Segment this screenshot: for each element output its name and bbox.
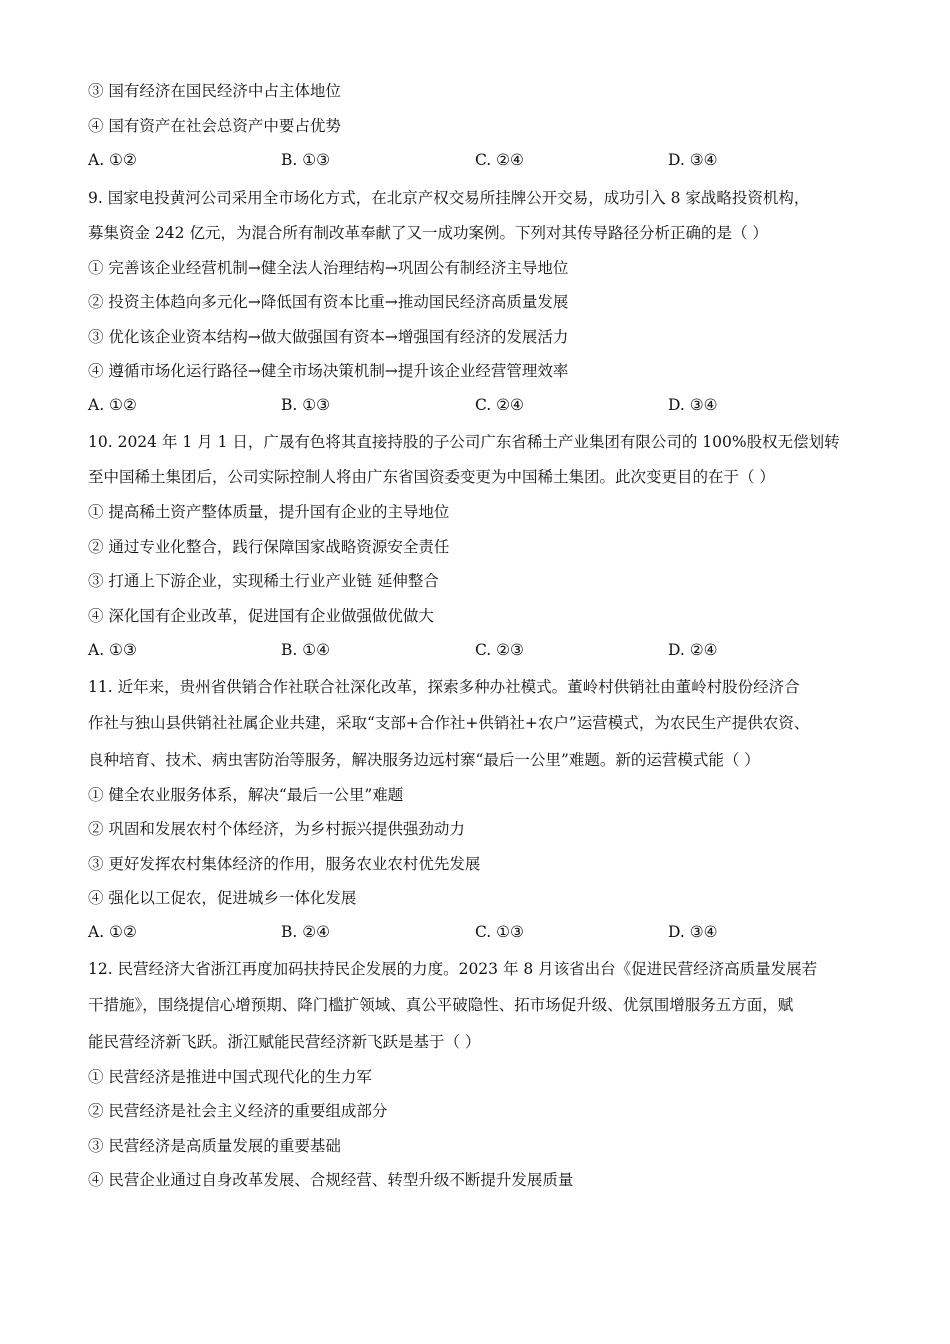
q8-option-c: C. ②④	[475, 151, 524, 169]
q12-stem-line-2: 干措施》，围绕提信心增预期、降门槛扩领域、真公平破隐性、拓市场促升级、优氛围增服务五方面，赋	[88, 996, 794, 1014]
q9-option-b: B. ①③	[281, 396, 331, 414]
q9-statement-1: ① 完善该企业经营机制→健全法人治理结构→巩固公有制经济主导地位	[88, 259, 569, 277]
q10-option-d: D. ②④	[668, 641, 718, 659]
q8-option-b: B. ①③	[281, 151, 331, 169]
q11-options	[88, 922, 868, 942]
q10-option-b: B. ①④	[281, 641, 331, 659]
q11-stem-line-3: 良种培育、技术、病虫害防治等服务，解决服务边远村寨“最后一公里”难题。新的运营模式能（ ）	[88, 751, 760, 769]
q9-options	[88, 395, 868, 415]
q10-option-a: A. ①③	[88, 641, 137, 659]
q12-statement-2: ② 民营经济是社会主义经济的重要组成部分	[88, 1102, 388, 1120]
q10-statement-2: ② 通过专业化整合，践行保障国家战略资源安全责任	[88, 538, 450, 556]
q11-option-a: A. ①②	[88, 923, 137, 941]
q11-stem-line-1: 11. 近年来，贵州省供销合作社联合社深化改革，探索多种办社模式。董岭村供销社由董岭村股份经济合	[88, 678, 800, 696]
q12-statement-4: ④ 民营企业通过自身改革发展、合规经营、转型升级不断提升发展质量	[88, 1171, 574, 1189]
q8-option-d: D. ③④	[668, 151, 718, 169]
q11-option-d: D. ③④	[668, 923, 718, 941]
q8-option-a: A. ①②	[88, 151, 137, 169]
q12-statement-3: ③ 民营经济是高质量发展的重要基础	[88, 1137, 341, 1155]
q11-statement-2: ② 巩固和发展农村个体经济，为乡村振兴提供强劲动力	[88, 820, 465, 838]
q11-option-c: C. ①③	[475, 923, 524, 941]
q11-statement-4: ④ 强化以工促农，促进城乡一体化发展	[88, 889, 357, 907]
q8-options	[88, 150, 868, 170]
q10-statement-4: ④ 深化国有企业改革，促进国有企业做强做优做大	[88, 607, 434, 625]
q9-statement-4: ④ 遵循市场化运行路径→健全市场决策机制→提升该企业经营管理效率	[88, 362, 569, 380]
q10-stem-line-2: 至中国稀土集团后，公司实际控制人将由广东省国资委变更为中国稀土集团。此次变更目的在于（ ）	[88, 468, 775, 486]
q10-statement-3: ③ 打通上下游企业，实现稀土行业产业链 延伸整合	[88, 572, 439, 590]
q10-option-c: C. ②③	[475, 641, 524, 659]
q10-stem-line-1: 10. 2024 年 1 月 1 日，广晟有色将其直接持股的子公司广东省稀土产业集团有限公司的 100%股权无偿划转	[88, 433, 840, 451]
q11-statement-3: ③ 更好发挥农村集体经济的作用，服务农业农村优先发展	[88, 855, 481, 873]
q11-statement-1: ① 健全农业服务体系，解决“最后一公里”难题	[88, 786, 404, 804]
q12-statement-1: ① 民营经济是推进中国式现代化的生力军	[88, 1068, 372, 1086]
q12-stem-line-1: 12. 民营经济大省浙江再度加码扶持民企发展的力度。2023 年 8 月该省出台《促进民营经济高质量发展若	[88, 960, 818, 978]
q9-option-c: C. ②④	[475, 396, 524, 414]
q8-statement-4: ④ 国有资产在社会总资产中要占优势	[88, 117, 341, 135]
q12-stem-line-3: 能民营经济新飞跃。浙江赋能民营经济新飞跃是基于（ ）	[88, 1033, 481, 1051]
q8-statement-3: ③ 国有经济在国民经济中占主体地位	[88, 82, 341, 100]
q11-option-b: B. ②④	[281, 923, 331, 941]
q9-stem-line-1: 9. 国家电投黄河公司采用全市场化方式，在北京产权交易所挂牌公开交易，成功引入 8 家战略投资机构，	[88, 189, 810, 207]
q9-statement-3: ③ 优化该企业资本结构→做大做强国有资本→增强国有经济的发展活力	[88, 328, 569, 346]
q10-options	[88, 640, 868, 660]
q9-statement-2: ② 投资主体趋向多元化→降低国有资本比重→推动国民经济高质量发展	[88, 293, 569, 311]
q9-stem-line-2: 募集资金 242 亿元，为混合所有制改革奉献了又一成功案例。下列对其传导路径分析正确的是（ ）	[88, 224, 768, 242]
q11-stem-line-2: 作社与独山县供销社社属企业共建，采取“支部+合作社+供销社+农户”运营模式，为农民生产提供农资、	[88, 714, 810, 732]
q9-option-a: A. ①②	[88, 396, 137, 414]
q9-option-d: D. ③④	[668, 396, 718, 414]
q10-statement-1: ① 提高稀土资产整体质量，提升国有企业的主导地位	[88, 503, 450, 521]
